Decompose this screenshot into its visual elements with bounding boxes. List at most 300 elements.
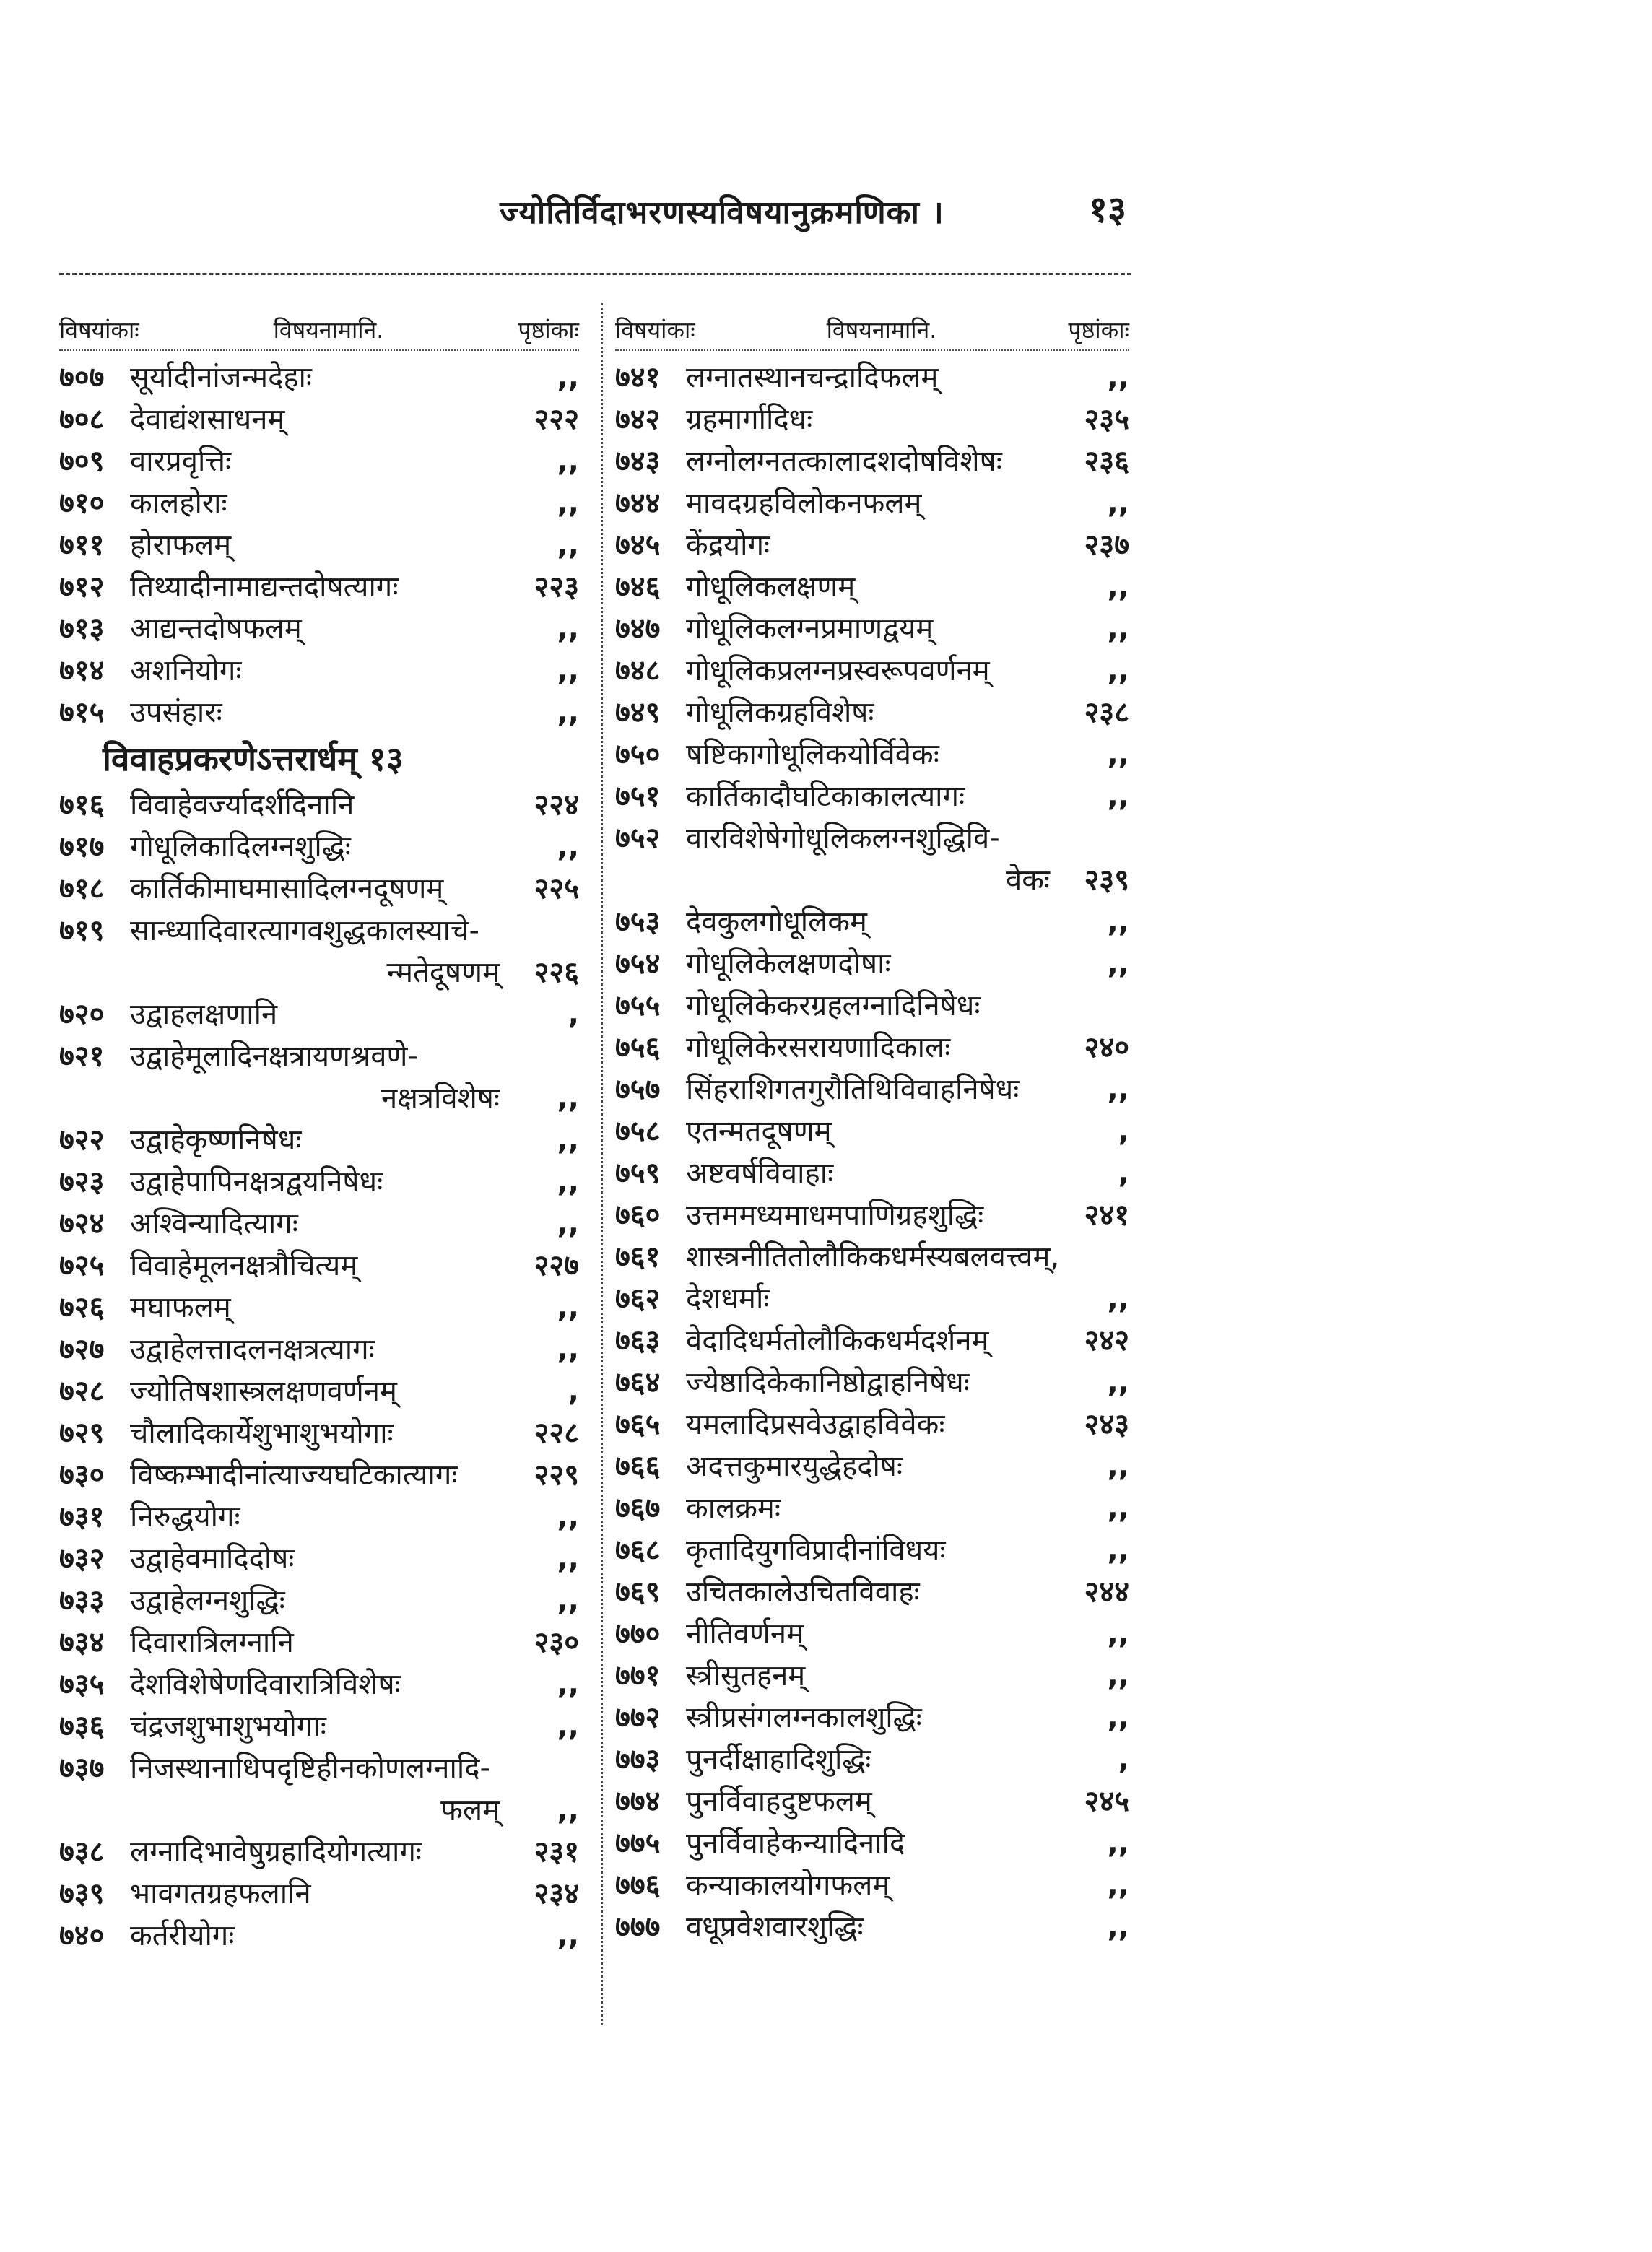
- entry-title: विष्कम्भादीनांत्याज्यघटिकात्यागः: [130, 1458, 458, 1492]
- entry-title-continued: फलम्: [440, 1794, 500, 1827]
- toc-entry: [59, 784, 579, 826]
- entry-page: २३७: [1084, 529, 1129, 562]
- toc-entry: [615, 1110, 1129, 1152]
- entry-page: ,,: [557, 1333, 579, 1366]
- entry-page: ,,: [1107, 361, 1129, 394]
- toc-entry: [615, 692, 1129, 734]
- toc-entry: [59, 1747, 579, 1789]
- entry-number: ७१२: [59, 570, 105, 604]
- toc-entry: [59, 1873, 579, 1915]
- toc-entry: [615, 1822, 1129, 1864]
- toc-entry: [59, 1245, 579, 1287]
- entry-page: २३८: [1084, 696, 1129, 729]
- entry-number: ७६५: [615, 1408, 661, 1441]
- entry-page: ,,: [557, 529, 579, 562]
- toc-entry: [59, 1370, 579, 1412]
- entry-page: ,,: [1107, 1701, 1129, 1734]
- entry-title: उद्वाहेमूलादिनक्षत्रायणश्रवणे-: [130, 1040, 418, 1073]
- toc-entry: [59, 1287, 579, 1329]
- entry-number: ७५५: [615, 989, 661, 1022]
- toc-entry: [615, 1404, 1129, 1445]
- entry-title: अश्विन्यादित्यागः: [130, 1207, 298, 1240]
- entry-title: स्त्रीप्रसंगलग्नकालशुद्धिः: [686, 1701, 922, 1734]
- entry-page: ,,: [557, 612, 579, 645]
- entry-number: ७२१: [59, 1040, 105, 1073]
- entry-number: ७७०: [615, 1617, 661, 1651]
- toc-entry: [59, 566, 579, 608]
- entry-title: उत्तममध्यमाधमपाणिग्रहशुद्धिः: [686, 1199, 984, 1232]
- entry-title: मावदग्रहविलोकनफलम्: [686, 487, 922, 520]
- entry-number: ७४२: [615, 403, 661, 436]
- entry-page: ,: [568, 998, 579, 1031]
- entry-title: गोधूलिकेकरग्रहलग्नादिनिषेधः: [686, 989, 981, 1022]
- entry-number: ७५८: [615, 1115, 661, 1148]
- entry-number: ७५०: [615, 738, 661, 771]
- entry-page: ,,: [557, 1542, 579, 1575]
- toc-entry: [59, 399, 579, 440]
- header-rule: [59, 273, 1131, 275]
- entry-page: ,,: [1107, 1492, 1129, 1525]
- toc-entry: [615, 1152, 1129, 1194]
- toc-entry: [615, 524, 1129, 566]
- toc-entry: [615, 734, 1129, 775]
- entry-title: मघाफलम्: [130, 1291, 231, 1324]
- toc-entry: [59, 440, 579, 482]
- entry-title: वधूप्रवेशवारशुद्धिः: [686, 1910, 864, 1944]
- entry-page: ,,: [557, 1794, 579, 1827]
- toc-entry: [615, 1362, 1129, 1404]
- toc-entry: [615, 608, 1129, 650]
- entry-page: ,,: [1107, 1659, 1129, 1692]
- entry-title-continued: वेकः: [1005, 864, 1050, 897]
- entry-number: ७६०: [615, 1199, 661, 1232]
- name-label: विषयनामानि.: [273, 316, 384, 344]
- toc-entry: [59, 1538, 579, 1580]
- entry-page: २३०: [534, 1626, 579, 1659]
- entry-page: २२२: [534, 403, 579, 436]
- entry-number: ७५७: [615, 1073, 661, 1106]
- toc-entry: [615, 650, 1129, 692]
- entry-title: उद्वाहलक्षणानि: [130, 998, 278, 1031]
- entry-title: उद्वाहेवमादिदोषः: [130, 1542, 295, 1575]
- toc-entry: [59, 1119, 579, 1161]
- entry-title: देशधर्माः: [686, 1282, 770, 1316]
- toc-entry: [615, 1027, 1129, 1069]
- entry-number: ७२८: [59, 1375, 105, 1408]
- toc-entry: [615, 1613, 1129, 1655]
- section-heading: विवाहप्रकरणेऽत्तरार्धम् १३: [103, 739, 404, 778]
- toc-entry: [615, 1571, 1129, 1613]
- entry-title: सूर्यादीनांजन्मदेहाः: [130, 361, 312, 394]
- toc-entry: [59, 1161, 579, 1203]
- entry-title: केंद्रयोगः: [686, 529, 770, 562]
- toc-entry: [59, 1203, 579, 1245]
- entry-number: ७६९: [615, 1575, 661, 1609]
- entry-number: ७७६: [615, 1869, 661, 1902]
- entry-title: कार्तिकादौघटिकाकालत्यागः: [686, 780, 965, 813]
- toc-entry: [615, 1236, 1129, 1278]
- entry-page: ,,: [1107, 1910, 1129, 1944]
- entry-title: ग्रहमार्गादिधः: [686, 403, 813, 436]
- entry-title: कार्तिकीमाघमासादिलग्नदूषणम्: [130, 872, 444, 905]
- entry-page: ,: [1118, 1743, 1129, 1776]
- entry-title: आद्यन्तदोषफलम्: [130, 612, 302, 645]
- entry-number: ७५२: [615, 822, 661, 855]
- entry-number: ७२६: [59, 1291, 105, 1324]
- toc-entry: [615, 357, 1129, 399]
- entry-number: ७१०: [59, 487, 105, 520]
- entry-number: ७५९: [615, 1157, 661, 1190]
- entry-page: ,,: [1107, 1827, 1129, 1860]
- entry-page: २२९: [534, 1458, 579, 1492]
- entry-title: गोधूलिकेरसरायणादिकालः: [686, 1031, 951, 1064]
- entry-number: ७२४: [59, 1207, 105, 1240]
- entry-number: ७११: [59, 529, 105, 562]
- entry-number: ७४९: [615, 696, 661, 729]
- entry-number: ७३७: [59, 1752, 105, 1785]
- toc-entry: [615, 943, 1129, 985]
- entry-title: अशनियोगः: [130, 654, 242, 687]
- entry-number: ७६२: [615, 1282, 661, 1316]
- entry-number: ७४०: [59, 1919, 105, 1952]
- toc-entry: [615, 566, 1129, 608]
- entry-number: ७४१: [615, 361, 661, 394]
- entry-title: चौलादिकार्येशुभाशुभयोगाः: [130, 1417, 394, 1450]
- entry-page: ,,: [557, 445, 579, 478]
- page-number: १३: [1089, 188, 1126, 230]
- toc-entry: [59, 1622, 579, 1664]
- entry-title: सान्ध्यादिवारत्यागवशुद्धकालस्याचे-: [130, 914, 479, 947]
- entry-title: गोधूलिकलग्नप्रमाणद्वयम्: [686, 612, 934, 645]
- entry-number: ७०७: [59, 361, 105, 394]
- entry-title: सिंहराशिगतगुरौतिथिविवाहनिषेधः: [686, 1073, 1020, 1106]
- page-label: पृष्ठांकाः: [1068, 316, 1129, 344]
- entry-title: दिवारात्रिलग्नानि: [130, 1626, 294, 1659]
- entry-page: २२४: [534, 788, 579, 822]
- entry-number: ७१६: [59, 788, 105, 822]
- entry-number: ७७२: [615, 1701, 661, 1734]
- entry-page: २२३: [534, 570, 579, 604]
- entry-number: ७४७: [615, 612, 661, 645]
- toc-entry: [615, 440, 1129, 482]
- entry-number: ७१९: [59, 914, 105, 947]
- entry-page: ,,: [557, 1584, 579, 1617]
- entry-page: ,,: [1107, 487, 1129, 520]
- column-divider: [601, 303, 603, 2025]
- entry-title: भावगतग्रहफलानि: [130, 1877, 311, 1910]
- entry-title: पुनर्विवाहदुष्टफलम्: [686, 1785, 872, 1818]
- entry-number: ७३५: [59, 1668, 105, 1701]
- toc-entry: [59, 692, 579, 734]
- entry-number: ७३४: [59, 1626, 105, 1659]
- entry-title: निजस्थानाधिपदृष्टिहीनकोणलग्नादि-: [130, 1752, 490, 1785]
- toc-entry: [615, 1697, 1129, 1739]
- toc-entry: [59, 1705, 579, 1747]
- entry-title: उद्वाहेलत्तादलनक्षत्रत्यागः: [130, 1333, 375, 1366]
- entry-page: २४५: [1084, 1785, 1129, 1818]
- entry-page: ,,: [1107, 1869, 1129, 1902]
- entry-page: ,,: [1107, 1073, 1129, 1106]
- entry-number: ७२५: [59, 1249, 105, 1282]
- entry-title: निरुद्धयोगः: [130, 1500, 240, 1534]
- entry-number: ७२०: [59, 998, 105, 1031]
- entry-number: ७५४: [615, 947, 661, 981]
- entry-page: ,,: [1107, 1282, 1129, 1316]
- entry-title: पुनर्दीक्षाहादिशुद्धिः: [686, 1743, 871, 1776]
- entry-title: उद्वाहेलग्नशुद्धिः: [130, 1584, 285, 1617]
- entry-title: ज्योतिषशास्त्रलक्षणवर्णनम्: [130, 1375, 397, 1408]
- entry-title: गोधूलिकेलक्षणदोषाः: [686, 947, 891, 981]
- toc-entry: [615, 1320, 1129, 1362]
- entry-number: ७६४: [615, 1366, 661, 1399]
- toc-entry: [615, 1487, 1129, 1529]
- entry-page: ,,: [557, 1668, 579, 1701]
- entry-page: २४२: [1084, 1324, 1129, 1357]
- right-entries-b: [615, 901, 1129, 1948]
- toc-entry: [615, 985, 1129, 1027]
- entry-title: षष्टिकागोधूलिकयोर्विवेकः: [686, 738, 939, 771]
- entry-number: ७४४: [615, 487, 661, 520]
- entry-title: चंद्रजशुभाशुभयोगाः: [130, 1710, 326, 1743]
- entry-title: तिथ्यादीनामाद्यन्तदोषत्यागः: [130, 570, 399, 604]
- entry-page: ,,: [1107, 738, 1129, 771]
- entry-title: यमलादिप्रसवेउद्वाहविवेकः: [686, 1408, 945, 1441]
- entry-number: ७४८: [615, 654, 661, 687]
- entry-number: ७६३: [615, 1324, 661, 1357]
- toc-entry: [615, 1781, 1129, 1822]
- entry-title: होराफलम्: [130, 529, 232, 562]
- entry-number: ७७४: [615, 1785, 661, 1818]
- entry-title: उपसंहारः: [130, 696, 222, 729]
- toc-entry: [615, 1864, 1129, 1906]
- entry-number: ७२९: [59, 1417, 105, 1450]
- toc-entry: [615, 482, 1129, 524]
- toc-entry: [59, 482, 579, 524]
- entry-page: ,,: [1107, 612, 1129, 645]
- entry-title: कन्याकालयोगफलम्: [686, 1869, 890, 1902]
- entry-number: ७०८: [59, 403, 105, 436]
- entry-page: २२८: [534, 1417, 579, 1450]
- entry-number: ७१४: [59, 654, 105, 687]
- entry-number: ७७१: [615, 1659, 661, 1692]
- entry-title: गोधूलिकलक्षणम्: [686, 570, 856, 604]
- toc-entry-continuation: [59, 952, 579, 994]
- entry-number: ७१३: [59, 612, 105, 645]
- entry-number: ७४६: [615, 570, 661, 604]
- entry-page: २४०: [1084, 1031, 1129, 1064]
- left-entries-c: [59, 1119, 579, 1747]
- entry-page: ,: [568, 1375, 579, 1408]
- entry-number: ७६६: [615, 1450, 661, 1483]
- entry-title: लग्नादिभावेषुग्रहादियोगत्यागः: [130, 1835, 422, 1869]
- entry-title: अदत्तकुमारयुद्धेहदोषः: [686, 1450, 903, 1483]
- entry-page: ,,: [557, 1710, 579, 1743]
- entry-title: गोधूलिकग्रहविशेषः: [686, 696, 874, 729]
- entry-title: लग्नोलग्नतत्कालादशदोषविशेषः: [686, 445, 1002, 478]
- entry-number: ७३३: [59, 1584, 105, 1617]
- entry-page: ,,: [1107, 654, 1129, 687]
- toc-entry: [615, 817, 1129, 859]
- entry-title: कालहोराः: [130, 487, 227, 520]
- entry-number: ७७५: [615, 1827, 661, 1860]
- entry-title: वारप्रवृत्तिः: [130, 445, 232, 478]
- toc-entry: [59, 1454, 579, 1496]
- toc-entry-continuation: [59, 1789, 579, 1831]
- entry-page: ,,: [557, 1123, 579, 1157]
- toc-entry: [59, 608, 579, 650]
- entry-title: स्त्रीसुतहनम्: [686, 1659, 806, 1692]
- entry-number: ७०९: [59, 445, 105, 478]
- entry-page: ,,: [1107, 947, 1129, 981]
- entry-number: ७२३: [59, 1165, 105, 1199]
- entry-number: ७५३: [615, 905, 661, 939]
- entry-title: ज्येष्ठादिकेकानिष्ठोद्वाहनिषेधः: [686, 1366, 970, 1399]
- right-entries-a: [615, 357, 1129, 817]
- toc-entry: [615, 775, 1129, 817]
- toc-entry: [59, 357, 579, 399]
- num-label: विषयांकाः: [59, 316, 139, 344]
- entry-page: २४४: [1084, 1575, 1129, 1609]
- entry-page: ,,: [557, 1291, 579, 1324]
- entry-page: २४१: [1084, 1199, 1129, 1232]
- entry-title: गोधूलिकादिलग्नशुद्धिः: [130, 830, 351, 864]
- entry-page: ,,: [1107, 570, 1129, 604]
- toc-entry: [615, 1194, 1129, 1236]
- entry-title: देशविशेषेणदिवारात्रिविशेषः: [130, 1668, 401, 1701]
- entry-number: ७१७: [59, 830, 105, 864]
- entry-number: ७२२: [59, 1123, 105, 1157]
- entry-page: ,,: [557, 487, 579, 520]
- entry-page: २३६: [1084, 445, 1129, 478]
- toc-entry: [615, 1069, 1129, 1110]
- column-header-right: [615, 309, 1129, 351]
- entry-page: ,,: [1107, 905, 1129, 939]
- entry-number: ७६८: [615, 1534, 661, 1567]
- entry-title: वारविशेषेगोधूलिकलग्नशुद्धिवि-: [686, 822, 1000, 855]
- toc-entry: [59, 1329, 579, 1370]
- toc-entry: [615, 1445, 1129, 1487]
- entry-number: ७३२: [59, 1542, 105, 1575]
- entry-number: ७७७: [615, 1910, 661, 1944]
- entry-title: पुनर्विवाहेकन्यादिनादि: [686, 1827, 905, 1860]
- entry-number: ७५६: [615, 1031, 661, 1064]
- entry-number: ७२७: [59, 1333, 105, 1366]
- entry-title: वेदादिधर्मतोलौकिकधर्मदर्शनम्: [686, 1324, 989, 1357]
- entry-number: ७३८: [59, 1835, 105, 1869]
- toc-entry: [59, 1915, 579, 1957]
- entry-title-continued: न्मतेदूषणम्: [386, 956, 500, 989]
- entry-number: ७६७: [615, 1492, 661, 1525]
- entry-number: ७३६: [59, 1710, 105, 1743]
- entry-page: ,,: [557, 1919, 579, 1952]
- toc-entry: [59, 868, 579, 910]
- entry-page: ,,: [557, 654, 579, 687]
- entry-title: उचितकालेउचितविवाहः: [686, 1575, 920, 1609]
- entry-page: ,,: [1107, 1450, 1129, 1483]
- toc-entry: [615, 399, 1129, 440]
- entry-title: उद्वाहेपापिनक्षत्रद्वयनिषेधः: [130, 1165, 383, 1199]
- entry-title: कृतादियुगविप्रादीनांविधयः: [686, 1534, 946, 1567]
- entry-page: ,,: [557, 696, 579, 729]
- toc-entry: [615, 1529, 1129, 1571]
- entry-page: ,,: [557, 1165, 579, 1199]
- entry-page: ,,: [1107, 1617, 1129, 1651]
- entry-title: नीतिवर्णनम्: [686, 1617, 804, 1651]
- entry-title: विवाहेमूलनक्षत्रौचित्यम्: [130, 1249, 358, 1282]
- toc-entry: [59, 524, 579, 566]
- num-label: विषयांकाः: [615, 316, 695, 344]
- entry-title: विवाहेवर्ज्यादर्शदिनानि: [130, 788, 355, 822]
- entry-number: ७४३: [615, 445, 661, 478]
- toc-entry: [59, 1831, 579, 1873]
- toc-entry: [59, 994, 579, 1035]
- entry-page: ,,: [557, 361, 579, 394]
- toc-entry: [59, 1664, 579, 1705]
- toc-entry: [59, 650, 579, 692]
- column-header-left: [59, 309, 579, 351]
- entry-page: २३५: [1084, 403, 1129, 436]
- entry-page: २३९: [1084, 864, 1129, 897]
- entry-page: २४३: [1084, 1408, 1129, 1441]
- entry-number: ७७३: [615, 1743, 661, 1776]
- left-entries-a: [59, 357, 579, 734]
- entry-title: देवाद्यंशसाधनम्: [130, 403, 285, 436]
- entry-number: ७१८: [59, 872, 105, 905]
- entry-number: ७३१: [59, 1500, 105, 1534]
- toc-entry: [615, 1739, 1129, 1781]
- entry-title: गोधूलिकप्रलग्नप्रस्वरूपवर्णनम्: [686, 654, 990, 687]
- toc-entry: [615, 1655, 1129, 1697]
- left-column: [59, 309, 579, 1957]
- toc-entry: [615, 901, 1129, 943]
- entry-page: ,,: [557, 1500, 579, 1534]
- toc-entry: [59, 1035, 579, 1077]
- entry-number: ७५१: [615, 780, 661, 813]
- toc-entry: [59, 1412, 579, 1454]
- entry-page: ,: [1118, 1157, 1129, 1190]
- entry-number: ७६१: [615, 1240, 661, 1274]
- toc-entry: [615, 1278, 1129, 1320]
- entry-page: २३४: [534, 1877, 579, 1910]
- page-label: पृष्ठांकाः: [518, 316, 579, 344]
- left-entries-b: [59, 784, 579, 910]
- entry-number: ७१५: [59, 696, 105, 729]
- toc-entry-continuation: [59, 1077, 579, 1119]
- entry-page: २३१: [534, 1835, 579, 1869]
- entry-number: ७४५: [615, 529, 661, 562]
- toc-entry: [59, 1580, 579, 1622]
- entry-title: कालक्रमः: [686, 1492, 781, 1525]
- toc-entry: [59, 910, 579, 952]
- entry-page: ,,: [557, 1207, 579, 1240]
- entry-page: २२५: [534, 872, 579, 905]
- entry-title: उद्वाहेकृष्णनिषेधः: [130, 1123, 302, 1157]
- name-label: विषयनामानि.: [826, 316, 937, 344]
- toc-entry: [615, 1906, 1129, 1948]
- toc-entry: [59, 1496, 579, 1538]
- entry-page: ,,: [1107, 780, 1129, 813]
- entry-title: अष्टवर्षविवाहाः: [686, 1157, 834, 1190]
- toc-entry: [59, 826, 579, 868]
- entry-page: ,: [1118, 1115, 1129, 1148]
- entry-title-continued: नक्षत्रविशेषः: [381, 1082, 500, 1115]
- running-head: ज्योतिर्विदाभरणस्यविषयानुक्रमणिका ।: [500, 194, 944, 231]
- entry-title: देवकुलगोधूलिकम्: [686, 905, 867, 939]
- entry-number: ७३०: [59, 1458, 105, 1492]
- entry-title: शास्त्रनीतितोलौकिकधर्मस्यबलवत्त्वम्,: [686, 1240, 1060, 1274]
- entry-title: कर्तरीयोगः: [130, 1919, 235, 1952]
- entry-page: ,,: [1107, 1366, 1129, 1399]
